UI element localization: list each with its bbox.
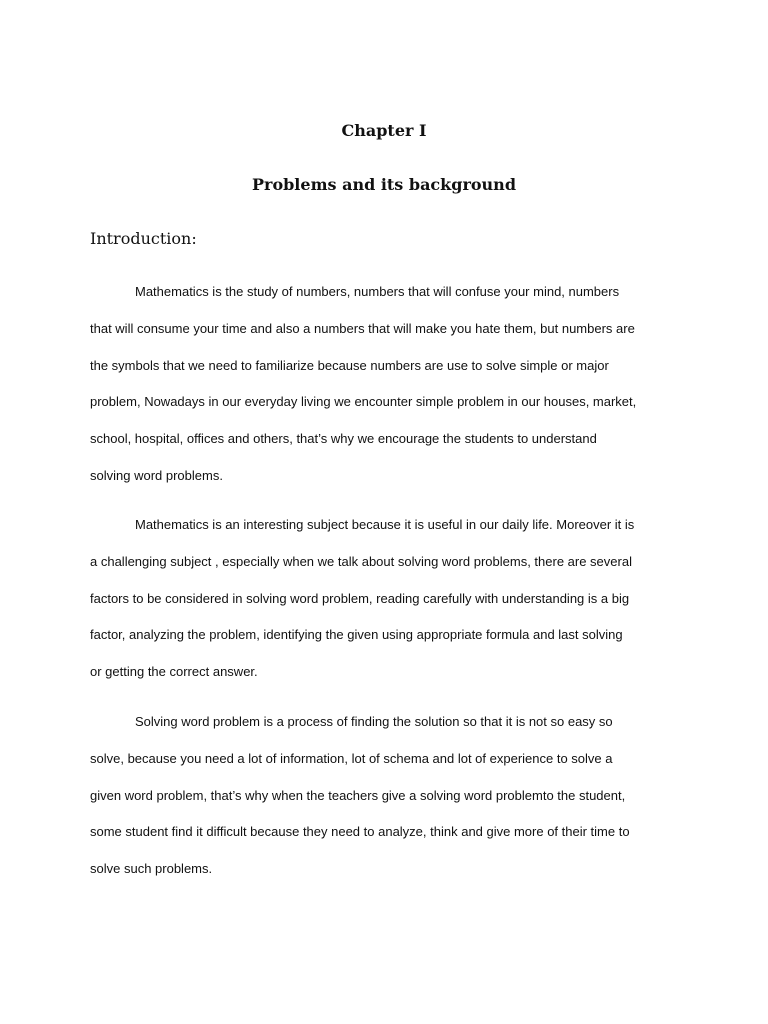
paragraph-line: that will consume your time and also a numbers that will make you hate them, but numbers are — [90, 320, 635, 336]
paragraph-line: solving word problems. — [90, 467, 223, 483]
paragraph-line: Solving word problem is a process of finding the solution so that it is not so easy so — [135, 714, 613, 729]
introduction-heading: Introduction: — [90, 229, 197, 248]
paragraph-line: solve, because you need a lot of information, lot of schema and lot of experience to solve a — [90, 750, 613, 766]
paragraph-line: problem, Nowadays in our everyday living we encounter simple problem in our houses, market, — [90, 394, 637, 410]
paragraph-line: school, hospital, offices and others, that’s why we encourage the students to understand — [90, 431, 597, 447]
paragraph-line: factors to be considered in solving word problem, reading carefully with understanding is a big — [90, 590, 630, 606]
paragraph-line: given word problem, that’s why when the teachers give a solving word problemto the student, — [90, 787, 626, 803]
paragraph-line: the symbols that we need to familiarize because numbers are use to solve simple or major — [90, 357, 609, 373]
section-title: Problems and its background — [251, 175, 516, 194]
paragraph-line: or getting the correct answer. — [90, 664, 258, 680]
paragraph-line: solve such problems. — [90, 861, 213, 877]
paragraph-line: Mathematics is the study of numbers, numbers that will confuse your mind, numbers — [135, 284, 620, 299]
paragraph-line: factor, analyzing the problem, identifying the given using appropriate formula and last solving — [90, 627, 623, 643]
paragraph-line: some student find it difficult because they need to analyze, think and give more of their time to — [90, 824, 630, 840]
chapter-title: Chapter I — [341, 121, 427, 140]
paragraph-1 — [90, 274, 680, 495]
paragraph-line: a challenging subject , especially when we talk about solving word problems, there are several — [90, 553, 632, 569]
paragraph-3 — [90, 704, 680, 888]
paragraph-line: Mathematics is an interesting subject because it is useful in our daily life. Moreover it is — [135, 517, 635, 532]
paragraph-2 — [90, 507, 680, 691]
